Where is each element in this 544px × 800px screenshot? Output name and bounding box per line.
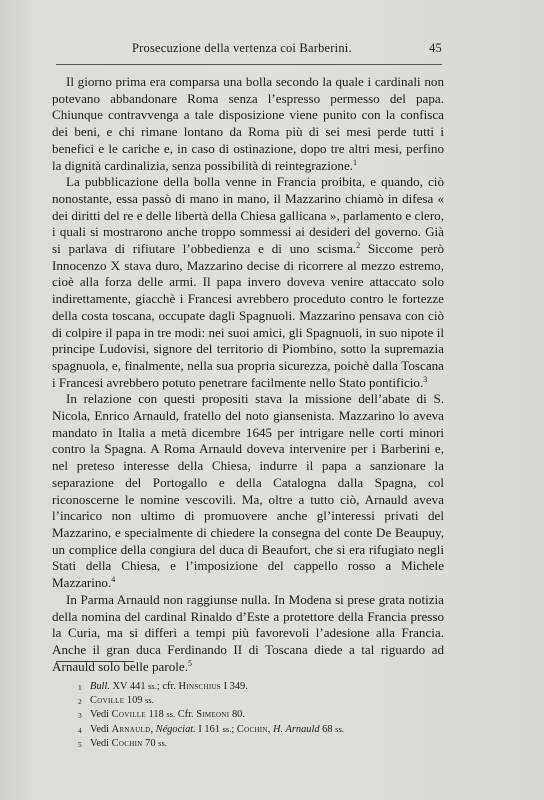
footnote-marker: 4 [111, 575, 116, 585]
footnote-text [90, 708, 245, 722]
footnote-run: XV 441 [109, 681, 149, 692]
footnote-run: ss. [222, 723, 232, 734]
footnote-run: ss. [145, 695, 154, 706]
footnote [78, 680, 438, 694]
footnote-run: I 161 [195, 723, 223, 735]
footnote-rule [56, 661, 134, 662]
running-title: Prosecuzione della vertenza coi Barberini. [132, 41, 352, 55]
footnote-run: 80. [229, 709, 245, 721]
footnote-run: 118 [145, 709, 167, 721]
footnotes [78, 680, 438, 751]
text-run: Il giorno prima era comparsa una bolla secondo la quale i cardinali non potevano abbandonare Roma senza l’espresso permesso del papa. Chiunque contravvenga a tale disposizione viene punito con la confisca dei beni, e chi rimane lontano da Roma più di sei mesi perde tutti i benefici e le cariche e, in caso di ostinazione, dopo tre altri mesi, perfino la dignità cardinalizia, senza possibilità di reintegrazione. [52, 74, 444, 173]
footnote-run: Cochin [111, 737, 143, 749]
footnote-run: 70 [142, 737, 159, 749]
footnote-run: ss. [166, 709, 176, 720]
footnote-run: Négociat. [155, 723, 196, 735]
footnote-number: 2 [78, 697, 82, 707]
footnote-run: ss. [148, 681, 157, 691]
paragraph [52, 174, 444, 391]
footnote-run: , [150, 723, 156, 735]
text-run: In relazione con questi propositi stava la missione dell’abate di S. Nicola, Enrico Arnauld, fratello del noto giansenista. Mazzarino lo aveva mandato in Italia a metà dicembre 1645 per intrigare nelle corti minori contro la Spagna. A Roma Arnauld doveva intervenire per i Barberini e, nel preteso interesse della Chiesa, indurre il papa a sanzionare la separazione del Portogallo e della Catalogna dalla Spagna, col riconoscerne le nomine vescovili. Ma, oltre a tutto ciò, Arnauld aveva l’incarico non ultimo di promuovere anche gl’interessi privati del Mazzarino, e specialmente di chiedere la consegna del conte De Beaupuy, un complice della congiura del duca di Beaufort, che si era rifugiato negli Stati della Chiesa, e l’imposizione del cappello rosso a Michele Mazzarino. [52, 391, 444, 591]
footnote [78, 708, 438, 722]
footnote [78, 737, 438, 751]
footnote-number: 3 [78, 711, 82, 721]
footnote-run: ss. [335, 723, 344, 734]
footnote-run: Cochin [236, 723, 268, 735]
footnote-run: ; [231, 723, 237, 735]
footnote-text [90, 737, 167, 751]
footnote-number: 4 [78, 725, 82, 735]
footnote-number: 5 [78, 739, 82, 749]
page-number: 45 [429, 41, 442, 55]
footnote-run: Hinschius [178, 681, 222, 692]
footnote-run: , [267, 723, 273, 735]
footnote-text [90, 723, 344, 737]
footnote-run: Simeoni [196, 709, 230, 721]
paragraph [52, 592, 444, 676]
body-text [52, 74, 444, 675]
footnote-run: 68 [319, 723, 336, 735]
footnote [78, 723, 438, 737]
footnote-run: Vedi [90, 737, 112, 749]
footnote-marker: 3 [423, 374, 428, 384]
footnote-marker: 5 [188, 658, 192, 668]
running-head [56, 41, 442, 59]
footnote-run: Coville [111, 709, 146, 721]
footnote-run: Cfr. [175, 709, 197, 721]
text-run: La pubblicazione della bolla venne in Francia proibita, e quando, ciò nonostante, essa passò di mano in mano, il Mazzarino chiamò in difesa « dei diritti del re e delle libertà della Chiesa gallicana », parlamento e clero, i quali si mostrarono anche troppo sommessi ai desideri del governo. Già si parlava di rifiutare l’obbedienza e di uno scisma. [52, 174, 444, 257]
footnote-marker: 2 [356, 241, 361, 251]
footnote-run: Bull. [90, 681, 110, 692]
footnote-text [90, 680, 248, 694]
footnote-run: ss. [158, 737, 167, 748]
footnote-run: Vedi [90, 709, 112, 721]
footnote-run: Coville [90, 695, 125, 707]
footnote [78, 694, 438, 708]
text-run: In Parma Arnauld non raggiunse nulla. In Modena si prese grata notizia della nomina del cardinal Rinaldo d’Este a protettore della Francia presso la Curia, ma si differì a tempi più favorevoli l’adesione alla Francia. Anche il gran duca Ferdinando II di Toscana diede a tal riguardo ad Arnauld solo belle parole. [52, 591, 444, 674]
footnote-marker: 1 [353, 157, 358, 167]
footnote-run: Vedi [90, 723, 112, 735]
footnote-run: ; cfr. [156, 681, 179, 692]
paragraph [52, 74, 444, 174]
text-run: Siccome però Innocenzo X stava duro, Mazzarino decise di ricorrere al mezzo estremo, cioè alla forza delle armi. Il papa invero doveva venire attaccato solo indirettamente, giacchè i Francesi avrebbero proceduto contro le fortezze della costa toscana, occupate dagli Spagnuoli. Mazzarino pensava con ciò di colpire il papa in tre modi: nei suoi amici, gli Spagnuoli, in suo nipote il principe Ludovisi, signore del territorio di Piombino, sotto la supremazia spagnuola, e, finalmente, nella sua propria sicurezza, poichè dalla Toscana i Francesi avrebbero potuto penetrare facilmente nello Stato pontificio. [52, 241, 444, 390]
footnote-number: 1 [78, 683, 82, 692]
footnote-text [90, 694, 154, 708]
footnote-run: H. Arnauld [272, 723, 320, 735]
footnote-run: 109 [124, 695, 146, 707]
footnote-run: Arnauld [111, 723, 151, 735]
footnote-run: I 349. [221, 681, 248, 692]
header-rule [56, 64, 442, 65]
paragraph [52, 391, 444, 591]
